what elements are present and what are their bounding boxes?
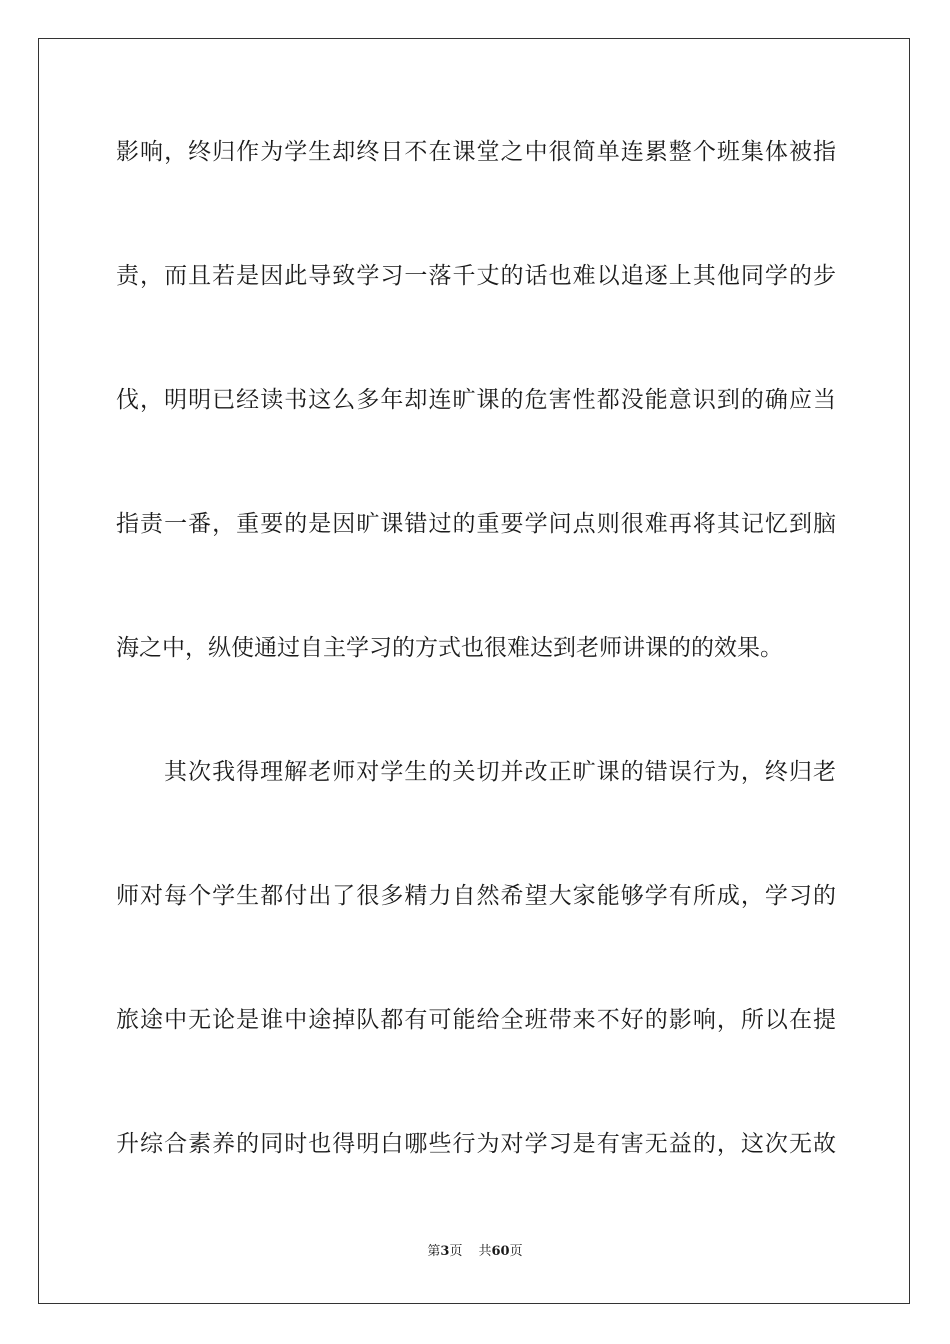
text-line-6: 其次我得理解老师对学生的关切并改正旷课的错误行为，终归老: [164, 759, 836, 785]
total-prefix: 共: [478, 1244, 492, 1259]
text-line-3: 伐，明明已经读书这么多年却连旷课的危害性都没能意识到的确应当: [116, 387, 836, 413]
text-line-2: 责，而且若是因此导致学习一落千丈的话也难以追逐上其他同学的步: [116, 263, 836, 289]
page-footer: [0, 1243, 950, 1261]
page-suffix: 页: [449, 1244, 463, 1259]
page-prefix: 第: [427, 1244, 441, 1259]
text-line-8: 旅途中无论是谁中途掉队都有可能给全班带来不好的影响，所以在提: [116, 1007, 836, 1033]
text-line-7: 师对每个学生都付出了很多精力自然希望大家能够学有所成，学习的: [116, 883, 836, 909]
page-border: [38, 38, 910, 1304]
text-line-1: 影响，终归作为学生却终日不在课堂之中很简单连累整个班集体被指: [116, 139, 836, 165]
text-line-9: 升综合素养的同时也得明白哪些行为对学习是有害无益的，这次无故: [116, 1131, 836, 1157]
total-suffix: 页: [509, 1244, 523, 1259]
text-line-4: 指责一番，重要的是因旷课错过的重要学问点则很难再将其记忆到脑: [116, 511, 836, 537]
text-line-5: 海之中，纵使通过自主学习的方式也很难达到老师讲课的的效果。: [116, 635, 783, 661]
total-pages: 60: [491, 1244, 510, 1259]
page-number: 3: [440, 1244, 450, 1259]
